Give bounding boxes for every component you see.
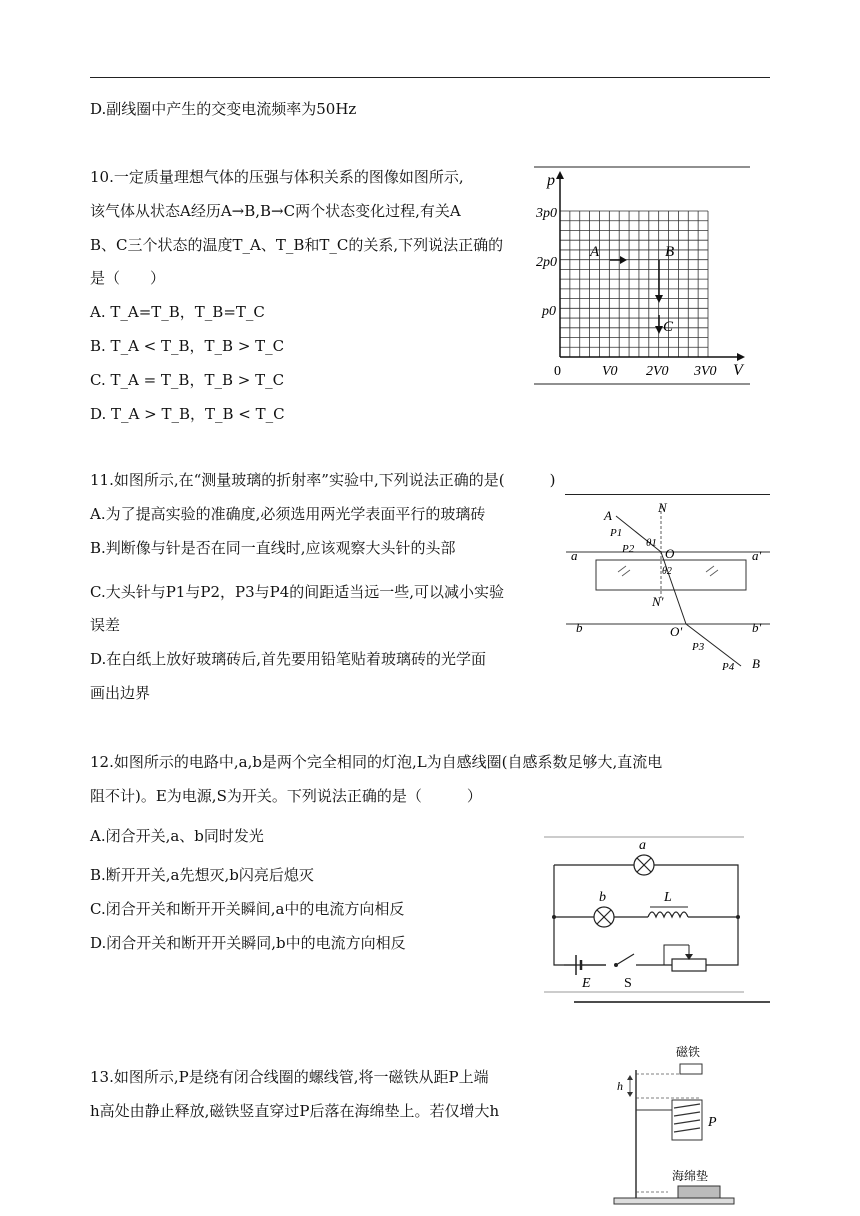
label-theta2: θ2 xyxy=(662,566,672,577)
x-axis-label: V xyxy=(733,362,743,379)
q11-option-c-cont: 误差 xyxy=(90,616,121,634)
q10-option-c: C. T_A = T_B，T_B > T_C xyxy=(90,371,285,389)
q12-option-a: A.闭合开关,a、b同时发光 xyxy=(90,827,264,845)
label-P1: P1 xyxy=(610,527,623,539)
q10-stem-line-2: 该气体从状态A经历A→B,B→C两个状态变化过程,有关A xyxy=(90,202,461,220)
label-N: N xyxy=(658,500,667,515)
q11-option-d-cont: 画出边界 xyxy=(90,684,151,702)
label-h: h xyxy=(617,1079,623,1093)
label-a: a xyxy=(571,548,578,563)
tick-2V0: 2V0 xyxy=(646,364,669,379)
label-magnet: 磁铁 xyxy=(676,1045,701,1059)
q13-stem-line-2: h高处由静止释放,磁铁竖直穿过P后落在海绵垫上。若仅增大h xyxy=(90,1102,500,1120)
label-b: b xyxy=(576,620,583,635)
label-inductor-L: L xyxy=(664,890,672,905)
q12-option-c: C.闭合开关和断开开关瞬间,a中的电流方向相反 xyxy=(90,900,405,918)
q11-option-c: C.大头针与P1与P2，P3与P4的间距适当远一些,可以减小实验 xyxy=(90,583,505,601)
label-N-prime: N' xyxy=(652,594,664,609)
q10-stem-line-1: 10.一定质量理想气体的压强与体积关系的图像如图所示, xyxy=(90,168,464,186)
tick-V0: V0 xyxy=(602,364,618,379)
tick-p0: p0 xyxy=(542,304,556,319)
q11-option-b: B.判断像与针是否在同一直线时,应该观察大头针的头部 xyxy=(90,539,456,557)
q11-stem: 11.如图所示,在“测量玻璃的折射率”实验中,下列说法正确的是( ) xyxy=(90,471,556,489)
q10-stem-line-3: B、C三个状态的温度T_A、T_B和T_C的关系,下列说法正确的 xyxy=(90,236,504,254)
label-P2: P2 xyxy=(622,543,635,555)
q10-option-a: A. T_A=T_B，T_B=T_C xyxy=(90,303,265,321)
q13-magnet-figure xyxy=(608,1040,748,1206)
top-rule xyxy=(90,77,770,78)
tick-0: 0 xyxy=(554,364,561,379)
q11-refraction-figure xyxy=(566,498,770,678)
label-P3: P3 xyxy=(692,641,705,653)
q10-stem-line-4: 是（ ） xyxy=(90,269,166,287)
tick-3p0: 3p0 xyxy=(536,206,557,221)
label-lamp-a: a xyxy=(639,838,646,853)
label-O: O xyxy=(665,546,675,561)
q12-option-b: B.断开开关,a先想灭,b闪亮后熄灭 xyxy=(90,866,314,884)
q12-option-d: D.闭合开关和断开开关瞬同,b中的电流方向相反 xyxy=(90,934,406,952)
tick-2p0: 2p0 xyxy=(536,255,557,270)
label-a-prime: a' xyxy=(752,548,762,563)
q11-option-d: D.在白纸上放好玻璃砖后,首先要用铅笔贴着玻璃砖的光学面 xyxy=(90,650,487,668)
point-A: A xyxy=(590,244,600,260)
label-O-prime: O' xyxy=(670,624,683,639)
q12-stem-line-1: 12.如图所示的电路中,a,b是两个完全相同的灯泡,L为自感线圈(自感系数足够大,直流电 xyxy=(90,753,663,771)
tick-3V0: 3V0 xyxy=(694,364,717,379)
label-P: P xyxy=(708,1115,717,1130)
label-theta1: θ1 xyxy=(646,537,657,549)
q9-option-d: D.副线圈中产生的交变电流频率为50Hz xyxy=(90,100,357,118)
label-A: A xyxy=(604,508,612,523)
q10-pv-graph xyxy=(532,165,754,387)
q12-circuit-figure xyxy=(544,835,770,1005)
point-C: C xyxy=(663,319,674,335)
label-P4: P4 xyxy=(722,661,735,673)
q10-option-d: D. T_A > T_B，T_B < T_C xyxy=(90,405,285,423)
q10-option-b: B. T_A < T_B，T_B > T_C xyxy=(90,337,285,355)
y-axis-label: p xyxy=(547,172,555,189)
q11-figure-rule xyxy=(565,494,770,495)
q13-stem-line-1: 13.如图所示,P是绕有闭合线圈的螺线管,将一磁铁从距P上端 xyxy=(90,1068,489,1086)
label-source-E: E xyxy=(582,976,591,991)
label-b-prime: b' xyxy=(752,620,762,635)
label-lamp-b: b xyxy=(599,890,606,905)
label-sponge: 海绵垫 xyxy=(672,1169,709,1183)
q12-stem-line-2: 阻不计)。E为电源,S为开关。下列说法正确的是（ ） xyxy=(90,787,482,805)
q11-option-a: A.为了提高实验的准确度,必须选用两光学表面平行的玻璃砖 xyxy=(90,505,486,523)
point-B: B xyxy=(665,244,675,260)
label-switch-S: S xyxy=(624,976,632,991)
label-B: B xyxy=(752,656,760,671)
